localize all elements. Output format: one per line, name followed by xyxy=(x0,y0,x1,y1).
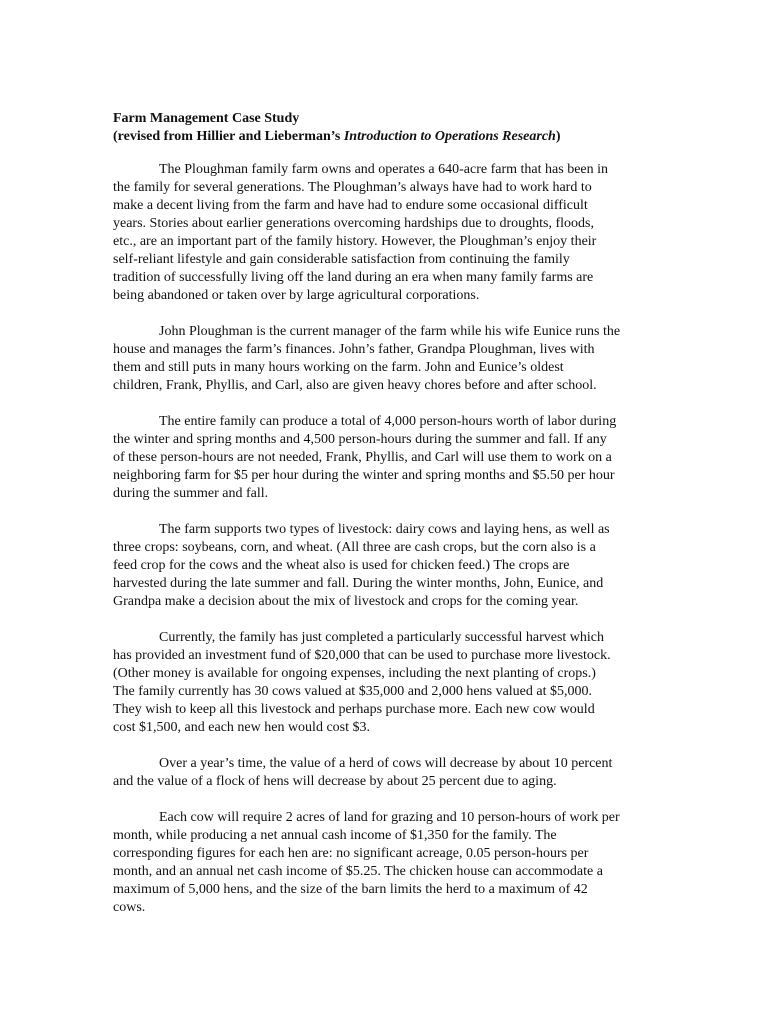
title-block xyxy=(113,110,663,146)
paragraph-line: cost $1,500, and each new hen would cost $3. xyxy=(113,720,370,735)
paragraph-line: children, Frank, Phyllis, and Carl, also are given heavy chores before and after school. xyxy=(113,378,597,393)
subtitle-prefix: (revised from Hillier and Lieberman’s xyxy=(113,129,344,144)
document-title: Farm Management Case Study xyxy=(113,111,300,126)
paragraph-line: harvested during the late summer and fall. During the winter months, John, Eunice, and xyxy=(113,576,604,591)
paragraph-line: years. Stories about earlier generations overcoming hardships due to droughts, floods, xyxy=(113,216,594,231)
paragraph-line: and the value of a flock of hens will decrease by about 25 percent due to aging. xyxy=(113,774,557,789)
paragraph-line: during the summer and fall. xyxy=(113,486,269,501)
paragraph-line: (Other money is available for ongoing expenses, including the next planting of crops.) xyxy=(113,666,596,681)
paragraph-depreciation xyxy=(113,755,663,791)
paragraph-line: neighboring farm for $5 per hour during the winter and spring months and $5.50 per hour xyxy=(113,468,615,483)
paragraph-line: John Ploughman is the current manager of the farm while his wife Eunice runs the xyxy=(159,324,621,339)
paragraph-line: house and manages the farm’s finances. John’s father, Grandpa Ploughman, lives with xyxy=(113,342,595,357)
paragraph-livestock-crops xyxy=(113,521,663,611)
paragraph-line: self-reliant lifestyle and gain considerable satisfaction from continuing the family xyxy=(113,252,570,267)
paragraph-line: Currently, the family has just completed a particularly successful harvest which xyxy=(159,630,605,645)
paragraph-line: of these person-hours are not needed, Frank, Phyllis, and Carl will use them to work on a xyxy=(113,450,612,465)
paragraph-line: being abandoned or taken over by large agricultural corporations. xyxy=(113,288,480,303)
paragraph-line: cows. xyxy=(113,900,146,915)
paragraph-line: The family currently has 30 cows valued at $35,000 and 2,000 hens valued at $5,000. xyxy=(113,684,592,699)
paragraph-line: Grandpa make a decision about the mix of livestock and crops for the coming year. xyxy=(113,594,579,609)
paragraph-line: The entire family can produce a total of 4,000 person-hours worth of labor during xyxy=(159,414,617,429)
paragraph-line: Each cow will require 2 acres of land for grazing and 10 person-hours of work per xyxy=(159,810,620,825)
paragraph-line: feed crop for the cows and the wheat also is used for chicken feed.) The crops are xyxy=(113,558,570,573)
paragraph-line: tradition of successfully living off the land during an era when many family farms are xyxy=(113,270,594,285)
paragraph-line: maximum of 5,000 hens, and the size of the barn limits the herd to a maximum of 42 xyxy=(113,882,588,897)
paragraph-farm-history xyxy=(113,161,663,305)
paragraph-line: the family for several generations. The Ploughman’s always have had to work hard to xyxy=(113,180,592,195)
paragraph-requirements xyxy=(113,809,663,917)
paragraph-line: The farm supports two types of livestock: dairy cows and laying hens, as well as xyxy=(159,522,610,537)
paragraph-line: has provided an investment fund of $20,000 that can be used to purchase more livestock. xyxy=(113,648,611,663)
subtitle-book-title: Introduction to Operations Research xyxy=(343,129,556,144)
paragraph-line: three crops: soybeans, corn, and wheat. (All three are cash crops, but the corn also is a xyxy=(113,540,596,555)
paragraph-labor xyxy=(113,413,663,503)
paragraph-line: month, while producing a net annual cash income of $1,350 for the family. The xyxy=(113,828,557,843)
paragraph-family-roles xyxy=(113,323,663,395)
paragraph-line: They wish to keep all this livestock and perhaps purchase more. Each new cow would xyxy=(113,702,595,717)
paragraph-line: month, and an annual net cash income of $5.25. The chicken house can accommodate a xyxy=(113,864,603,879)
paragraph-line: make a decent living from the farm and have had to endure some occasional difficult xyxy=(113,198,588,213)
paragraph-line: corresponding figures for each hen are: no significant acreage, 0.05 person-hours per xyxy=(113,846,589,861)
paragraph-line: The Ploughman family farm owns and operates a 640-acre farm that has been in xyxy=(159,162,609,177)
paragraph-line: etc., are an important part of the family history. However, the Ploughman’s enjoy their xyxy=(113,234,597,249)
document-body xyxy=(113,110,663,935)
subtitle-suffix: ) xyxy=(555,129,561,144)
paragraph-line: them and still puts in many hours working on the farm. John and Eunice’s oldest xyxy=(113,360,564,375)
document-subtitle xyxy=(113,128,663,146)
paragraph-line: the winter and spring months and 4,500 person-hours during the summer and fall. If any xyxy=(113,432,607,447)
paragraph-investment xyxy=(113,629,663,737)
paragraph-line: Over a year’s time, the value of a herd of cows will decrease by about 10 percent xyxy=(159,756,613,771)
